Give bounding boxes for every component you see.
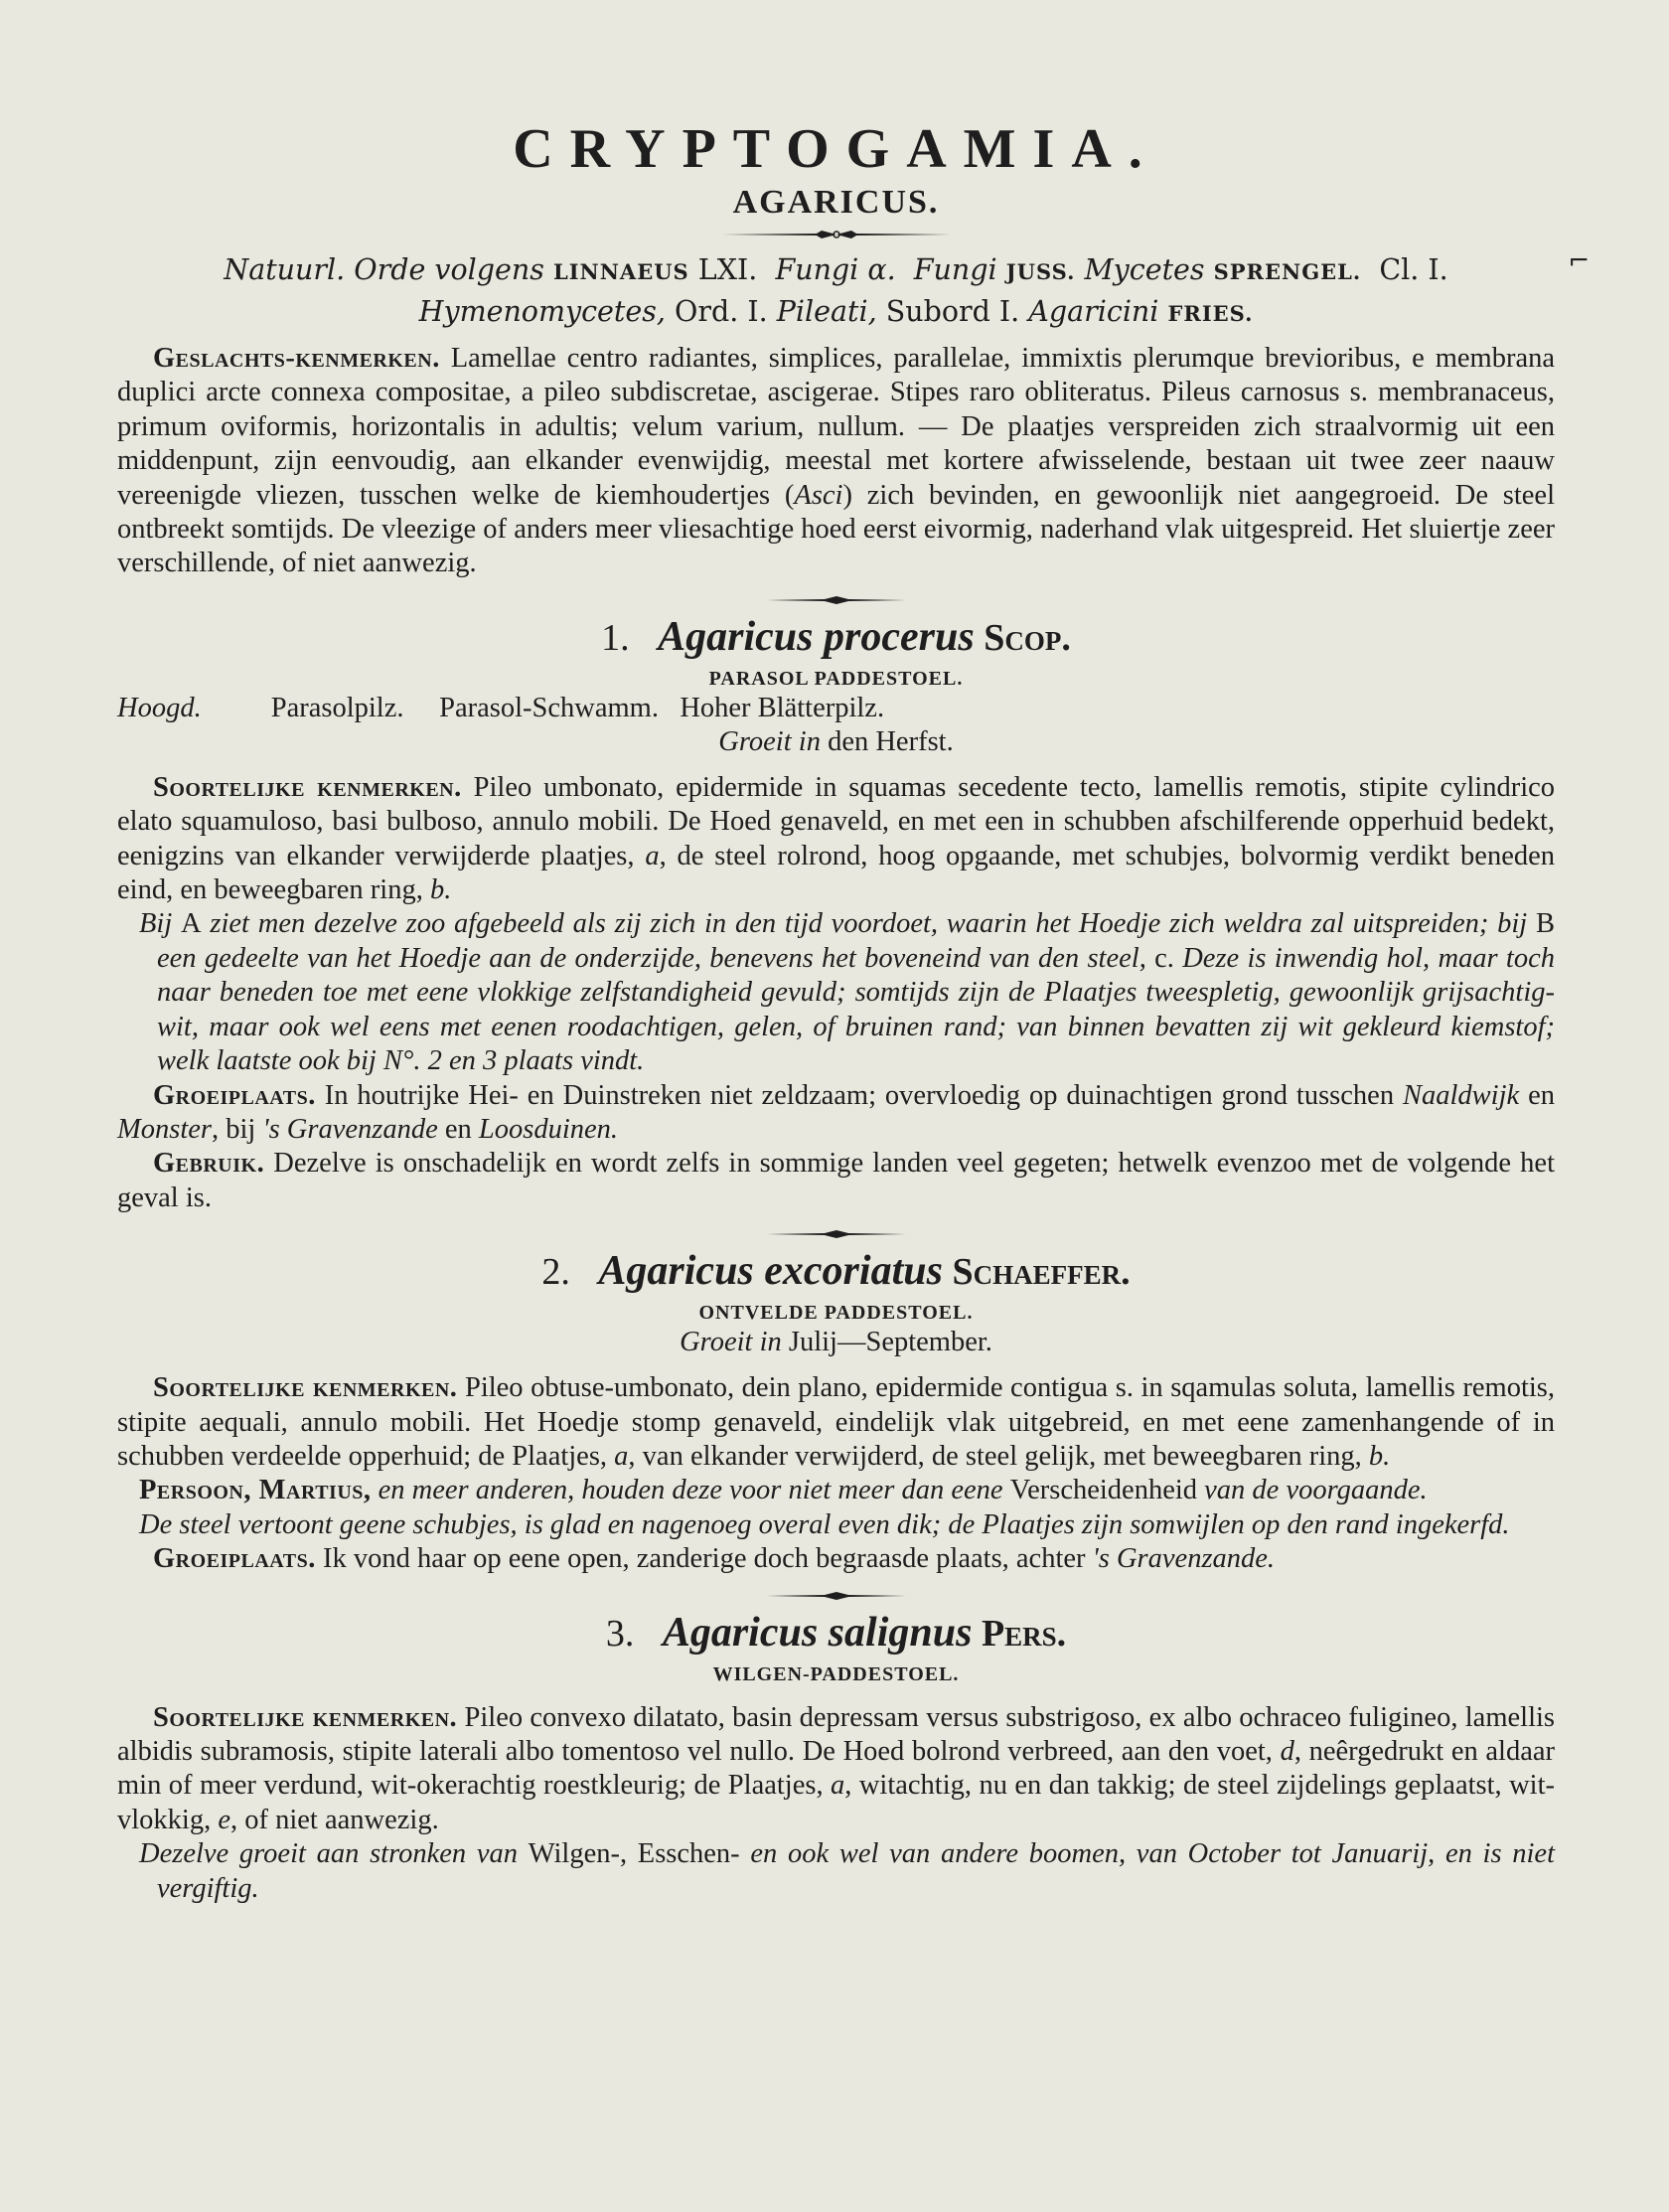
body-text: van de voorgaande. <box>1197 1475 1428 1506</box>
figure-ref: A <box>181 908 202 940</box>
usage <box>117 1147 1555 1215</box>
section-label: Geslachts-kenmerken. <box>153 343 440 374</box>
place-name: 's Gravenzande. <box>1092 1543 1276 1575</box>
species-name: Agaricus salignus <box>662 1609 973 1656</box>
season-label: Groeit in <box>718 725 821 757</box>
habitat <box>117 1079 1555 1148</box>
species-name: Agaricus procerus <box>658 613 975 660</box>
orde-text: Natuurl. Orde volgens <box>224 253 544 286</box>
orde-text: Cl. I. <box>1379 253 1448 286</box>
common-name: PARASOL PADDESTOEL. <box>708 667 964 690</box>
orde-text: Fungi <box>913 253 997 286</box>
place-name: Loosduinen. <box>478 1113 619 1145</box>
species-characters <box>117 771 1555 908</box>
body-text: een gedeelte van het Hoedje aan de onderzijde, benevens het boveneind van den steel, <box>157 942 1155 974</box>
body-text: ziet men dezelve zoo afgebeeld als zij zich in den tijd voordoet, waarin het Hoedje zich weldra zal uitspreiden; bij <box>201 908 1536 940</box>
occurrence-note <box>117 1837 1555 1906</box>
body-text: en ook wel van andere boomen, van October tot Januarij, en is niet vergiftig. <box>157 1838 1555 1904</box>
body-text: b. <box>429 874 452 906</box>
species-author: Scop. <box>984 616 1071 659</box>
common-name: ONTVELDE PADDESTOEL. <box>698 1302 974 1325</box>
figure-ref: c. <box>1154 942 1174 974</box>
section-label: Groeiplaats. <box>153 1543 316 1575</box>
species-heading <box>117 1609 1555 1658</box>
species-name: Agaricus excoriatus <box>598 1248 943 1295</box>
orde-text: Pileati, <box>776 295 877 328</box>
orde-author: FRIES. <box>1167 301 1254 326</box>
common-name: WILGEN-PADDESTOEL. <box>712 1662 960 1685</box>
stem-note: De steel vertoont geene schubjes, is glad en nagenoeg overal even dik; de Plaatjes zijn somwijlen op den rand ingekerfd. <box>139 1508 1510 1540</box>
season-label: Groeit in <box>680 1327 782 1358</box>
page-title: CRYPTOGAMIA. <box>513 118 1159 180</box>
body-text: d <box>1280 1735 1294 1767</box>
body-text: Pileo umbonato, epidermide in squamas secedente tecto, lamellis remotis, stipite cylindrico elato squamuloso, basi bulboso, annulo mobili. De Hoed genaveld, en met een in schubben afschilferende opperhuid bedekt, eenigzins van elkander verwijderde plaatjes, <box>117 771 1556 871</box>
place-name: Monster <box>117 1113 212 1145</box>
body-text: , van elkander verwijderd, de steel gelijk, met beweegbaren ring, <box>628 1440 1369 1472</box>
body-text: , de steel rolrond, hoog opgaande, met schubjes, bolvormig verdikt beneden eind, en beweegbaren ring, <box>117 840 1555 906</box>
season-value: Julij—September. <box>781 1327 992 1358</box>
body-text: b. <box>1368 1440 1391 1472</box>
body-text: Bij <box>139 908 182 940</box>
language-label: Hoogd. <box>117 692 202 723</box>
season <box>117 725 1555 759</box>
orde-text: Ord. I. <box>675 295 768 328</box>
vernacular-names <box>117 692 1555 725</box>
orde-text: Agaricini <box>1028 295 1159 328</box>
genus-title: AGARICUS. <box>732 184 940 221</box>
classification <box>157 250 1515 334</box>
section-label: Soortelijke kenmerken. <box>153 1372 458 1404</box>
bracket-mark: ⌐ <box>1568 246 1590 276</box>
orde-author: SPRENGEL. <box>1213 259 1362 284</box>
body-text: Verscheidenheid <box>1009 1475 1198 1506</box>
body-text: a <box>645 840 660 871</box>
body-text: , bij <box>212 1113 263 1145</box>
section-label: Gebruik. <box>153 1148 265 1180</box>
orde-author: LINNAEUS <box>552 259 689 284</box>
orde-text: Fungi α. <box>775 253 896 286</box>
species-heading <box>117 1247 1555 1296</box>
body-text: Asci <box>794 479 843 511</box>
section-label: Soortelijke kenmerken. <box>153 771 462 803</box>
orde-text: LXI. <box>697 253 758 286</box>
species-number: 1. <box>601 616 630 659</box>
body-text: en <box>437 1113 479 1145</box>
section-label: Groeiplaats. <box>153 1079 316 1111</box>
body-text: Deze is inwendig hol, maar toch naar beneden toe met eene vlokkige zelfstandigheid gevuld; somtijds zijn de Plaatjes tweespletig, gewoonlijk grijsachtig-wit, maar ook wel eens met eenen roodachtigen, gelen, of bruinen rand; van binnen bevatten zij wit gekleurd kiemstof; welk laatste ook bij N°. 2 en 3 plaats vindt. <box>157 942 1555 1077</box>
body-text: a <box>831 1770 845 1802</box>
orde-text: Subord I. <box>885 295 1020 328</box>
orde-text: Mycetes <box>1084 253 1205 286</box>
season-value: den Herfst. <box>820 725 954 757</box>
ornament-divider <box>117 229 1555 240</box>
ornament-divider <box>117 595 1555 605</box>
body-text: Dezelve groeit aan stronken van <box>139 1838 529 1870</box>
ornament-divider <box>117 1591 1555 1601</box>
body-text: Lamellae centro radiantes, simplices, parallelae, immixtis plerumque brevioribus, e membrana duplici arcte connexa compositae, a pileo subdiscretae, ascigerae. Stipes raro obliteratus. Pileus carnosus s. membranaceus, primum oviformis, horizontalis in adultis; velum varium, nullum. — De plaatjes verspreiden zich straalvormig uit een middenpunt, zijn eenvoudig, aan elkander evenwijdig, meestal met kortere afwisselende, bestaan uit twee zeer naauw vereenigde vliezen, tusschen welke de kiemhoudertjes ( <box>117 343 1555 511</box>
species-characters <box>117 1371 1555 1474</box>
body-text: e <box>218 1804 230 1835</box>
species-number: 3. <box>605 1612 635 1655</box>
body-text: Pileo convexo dilatato, basin depressam versus substrigoso, ex albo ochraceo fuligineo, lamellis albidis subramosis, stipite laterali albo tomentoso vel nullo. De Hoed bolrond verbreed, aan den voet, <box>117 1701 1555 1767</box>
body-text: , of niet aanwezig. <box>230 1804 439 1835</box>
figure-ref: B <box>1535 908 1555 940</box>
species-author: Schaeffer. <box>952 1251 1131 1294</box>
body-text: , witachtig, nu en dan takkig; de steel zijdelings geplaatst, wit-vlokkig, <box>117 1770 1555 1835</box>
body-text: en meer anderen, houden deze voor niet meer dan eene <box>371 1475 1010 1506</box>
species-number: 2. <box>541 1251 570 1294</box>
section-label: Persoon, Martius, <box>139 1475 372 1506</box>
synonym-note <box>117 1474 1555 1507</box>
habitat <box>117 1542 1555 1576</box>
orde-text: Hymenomycetes, <box>418 295 666 328</box>
body-text: Pileo obtuse-umbonato, dein plano, epidermide contigua s. in sqamulas soluta, lamellis remotis, stipite aequali, annulo mobili. Het Hoedje stomp genaveld, eindelijk vlak uitgebreid, en met eene zamenhangende of in schubben verdeelde opperhuid; de Plaatjes, <box>117 1372 1555 1472</box>
german-names: Parasolpilz. Parasol-Schwamm. Hoher Blätterpilz. <box>270 692 885 723</box>
body-text: In houtrijke Hei- en Duinstreken niet zeldzaam; overvloedig op duinachtigen grond tusschen <box>315 1079 1403 1111</box>
body-text: Ik vond haar op eene open, zanderige doch begraasde plaats, achter <box>315 1543 1093 1575</box>
species-author: Pers. <box>981 1612 1067 1655</box>
body-text: , neêrgedrukt en aldaar min of meer verdund, wit-okerachtig roestkleurig; de Plaatjes, <box>117 1735 1555 1802</box>
section-label: Soortelijke kenmerken. <box>153 1701 458 1733</box>
body-text: Wilgen-, Esschen- <box>528 1838 740 1870</box>
season <box>117 1326 1555 1359</box>
place-name: 's Gravenzande <box>262 1113 438 1145</box>
ornament-divider <box>117 1229 1555 1239</box>
species-characters <box>117 1701 1555 1838</box>
place-name: Naaldwijk <box>1402 1079 1520 1111</box>
orde-author: JUSS. <box>1005 259 1076 284</box>
genus-characters <box>117 342 1555 581</box>
figure-note <box>117 907 1555 1078</box>
body-text: a <box>614 1440 629 1472</box>
body-text: Dezelve is onschadelijk en wordt zelfs in sommige landen veel gegeten; hetwelk evenzoo met de volgende het geval is. <box>117 1148 1555 1213</box>
body-text: en <box>1519 1079 1555 1111</box>
body-text: ) zich bevinden, en gewoonlijk niet aangegroeid. De steel ontbreekt somtijds. De vleezige of anders meer vliesachtige hoed eerst eivormig, naderhand vlak uitgespreid. Het sluiertje zeer verschillende, of niet aanwezig. <box>117 479 1555 579</box>
species-heading <box>117 613 1555 662</box>
